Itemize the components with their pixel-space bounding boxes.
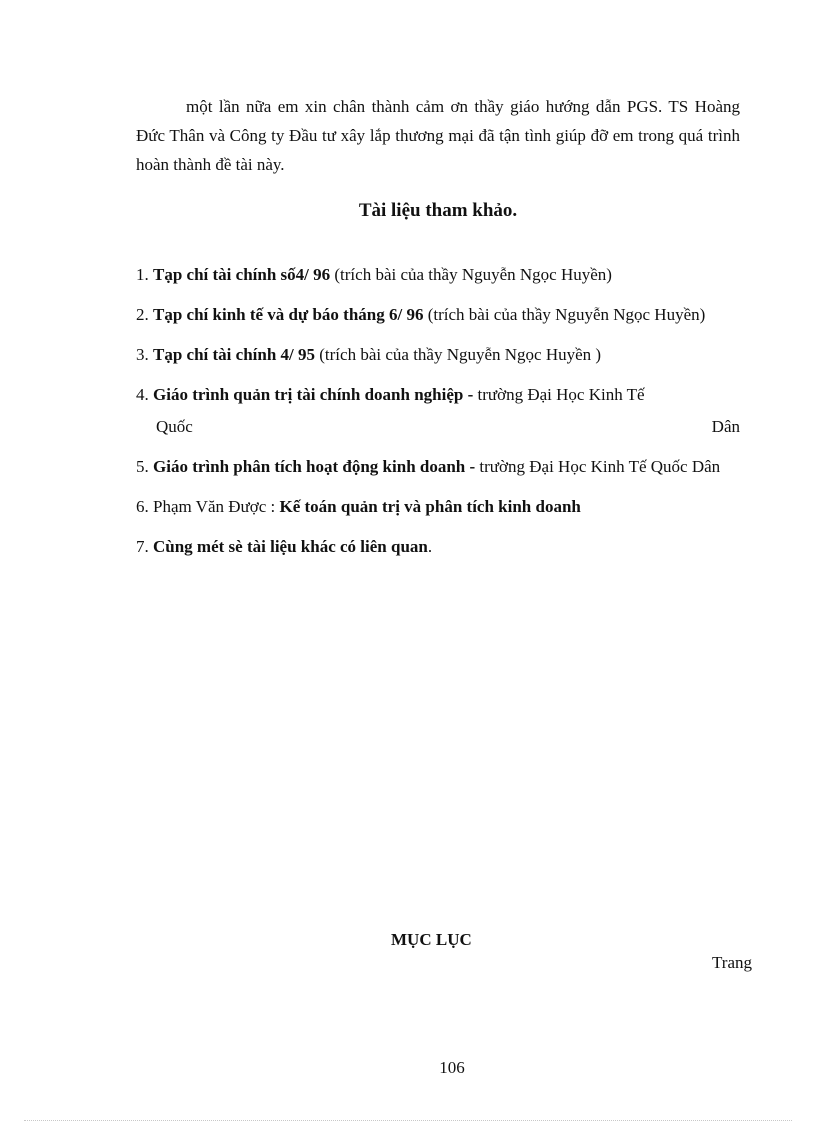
- reference-item-5: 5. Giáo trình phân tích hoạt động kinh doanh - trường Đại Học Kinh Tế Quốc Dân: [136, 457, 721, 476]
- reference-item-3: 3. Tạp chí tài chính 4/ 95 (trích bài của thầy Nguyễn Ngọc Huyền ): [136, 345, 602, 364]
- reference-title: Giáo trình phân tích hoạt động kinh doanh -: [153, 457, 476, 476]
- page-number: 106: [439, 1058, 465, 1077]
- references-list: [136, 259, 740, 571]
- reference-item-7: 7. Cùng mét sè tài liệu khác có liên quan.: [136, 537, 433, 556]
- toc-title: MỤC LỤC: [391, 930, 472, 949]
- reference-item-1: 1. Tạp chí tài chính số4/ 96 (trích bài của thầy Nguyễn Ngọc Huyền): [136, 265, 612, 284]
- reference-item-6: 6. Phạm Văn Được : Kế toán quản trị và phân tích kinh doanh: [136, 497, 581, 516]
- page-bottom-divider: [24, 1120, 792, 1121]
- reference-title: Kế toán quản trị và phân tích kinh doanh: [279, 497, 581, 516]
- intro-paragraph: một lần nữa em xin chân thành cảm ơn thầy giáo hướng dẫn PGS. TS Hoàng Đức Thân và Công ty Đầu tư xây lắp thương mại đã tận tình giúp đỡ em trong quá trình hoàn thành đề tài này.: [136, 97, 740, 174]
- reference-title: Tạp chí tài chính 4/ 95: [153, 345, 316, 364]
- reference-title: Giáo trình quản trị tài chính doanh nghiệp -: [153, 385, 474, 404]
- reference-item-4: 4. Giáo trình quản trị tài chính doanh nghiệp - trường Đại Học Kinh Tế Quốc Dân: [136, 385, 740, 436]
- reference-title: Tạp chí kinh tế và dự báo tháng 6/ 96: [153, 305, 424, 324]
- reference-item-2: 2. Tạp chí kinh tế và dự báo tháng 6/ 96 (trích bài của thầy Nguyễn Ngọc Huyền): [136, 305, 706, 324]
- reference-title: Tạp chí tài chính số4/ 96: [153, 265, 331, 284]
- references-title: Tài liệu tham khảo.: [358, 200, 518, 221]
- reference-title: Cùng mét sè tài liệu khác có liên quan: [153, 537, 428, 556]
- toc-page-column-label: Trang: [712, 953, 752, 972]
